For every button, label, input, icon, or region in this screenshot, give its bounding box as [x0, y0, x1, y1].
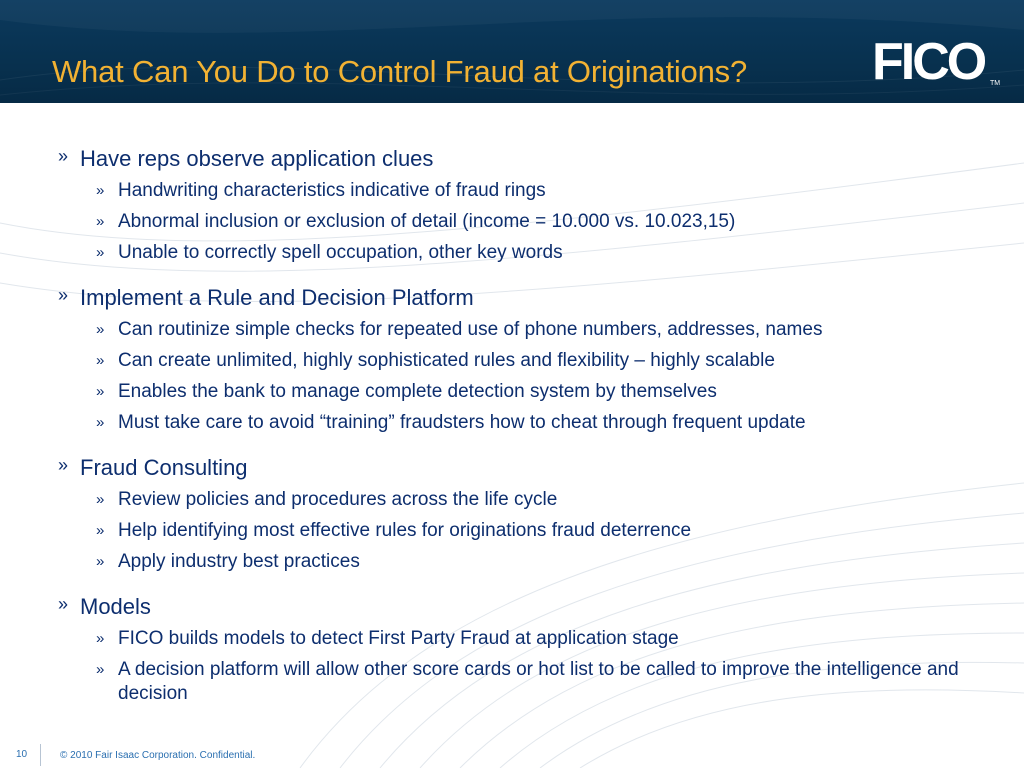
bullet-glyph: » — [96, 244, 105, 261]
bullet-text: Enables the bank to manage complete detection system by themselves — [118, 381, 717, 402]
bullet-glyph: » — [58, 455, 69, 475]
slide-title: What Can You Do to Control Fraud at Originations? — [52, 54, 747, 89]
bullet-text: Models — [80, 594, 151, 619]
bullet-glyph: » — [96, 522, 105, 539]
footer-divider — [40, 744, 41, 766]
bullet-glyph: » — [96, 182, 105, 199]
bullet-level2 — [96, 627, 679, 651]
bullet-glyph: » — [96, 661, 105, 678]
bullet-glyph: » — [96, 321, 105, 338]
bullet-glyph: » — [96, 414, 105, 431]
bullet-level2 — [96, 411, 806, 435]
bullet-glyph: » — [58, 285, 69, 305]
bullet-glyph: » — [58, 146, 69, 166]
bullet-glyph: » — [58, 594, 69, 614]
bullet-glyph: » — [96, 491, 105, 508]
bullet-glyph: » — [96, 553, 105, 570]
bullet-glyph: » — [96, 352, 105, 369]
bullet-text: Have reps observe application clues — [80, 146, 434, 171]
bullet-level2 — [96, 241, 563, 265]
bullet-level2 — [96, 179, 546, 203]
bullet-text: Handwriting characteristics indicative of fraud rings — [118, 180, 546, 201]
bullet-text: Review policies and procedures across the life cycle — [118, 489, 558, 510]
bullet-text: Apply industry best practices — [118, 551, 360, 572]
bullet-level1 — [58, 455, 248, 481]
bullet-text: Unable to correctly spell occupation, other key words — [118, 242, 563, 263]
fico-logo: FICO — [872, 33, 985, 91]
bullet-level2 — [96, 210, 736, 234]
bullet-level2 — [96, 488, 558, 512]
bullet-level2 — [96, 349, 775, 373]
bullet-level1 — [58, 285, 474, 311]
bullet-glyph: » — [96, 213, 105, 230]
bullet-text: Abnormal inclusion or exclusion of detail (income = 10.000 vs. 10.023,15) — [118, 211, 736, 232]
bullet-glyph: » — [96, 383, 105, 400]
bullet-glyph: » — [96, 630, 105, 647]
bullet-text: Can create unlimited, highly sophisticated rules and flexibility – highly scalable — [118, 350, 775, 371]
bullet-level1 — [58, 594, 151, 620]
copyright-notice: © 2010 Fair Isaac Corporation. Confidential. — [60, 750, 256, 761]
bullet-text: Help identifying most effective rules for originations fraud deterrence — [118, 520, 692, 541]
bullet-text: Fraud Consulting — [80, 455, 248, 480]
bullet-text: Implement a Rule and Decision Platform — [80, 285, 474, 310]
page-number: 10 — [16, 749, 28, 760]
bullet-level2 — [96, 519, 692, 543]
bullet-level2 — [96, 658, 978, 706]
bullet-text: Must take care to avoid “training” fraudsters how to cheat through frequent update — [118, 412, 806, 433]
bullet-text: Can routinize simple checks for repeated use of phone numbers, addresses, names — [118, 319, 823, 340]
bullet-text: A decision platform will allow other score cards or hot list to be called to improve the intelligence and decision — [118, 659, 959, 704]
bullet-level2 — [96, 318, 823, 342]
bullet-level2 — [96, 380, 717, 404]
logo-trademark: TM — [990, 80, 1001, 87]
bullet-level2 — [96, 550, 360, 574]
bullet-text: FICO builds models to detect First Party Fraud at application stage — [118, 628, 679, 649]
bullet-level1 — [58, 146, 434, 172]
